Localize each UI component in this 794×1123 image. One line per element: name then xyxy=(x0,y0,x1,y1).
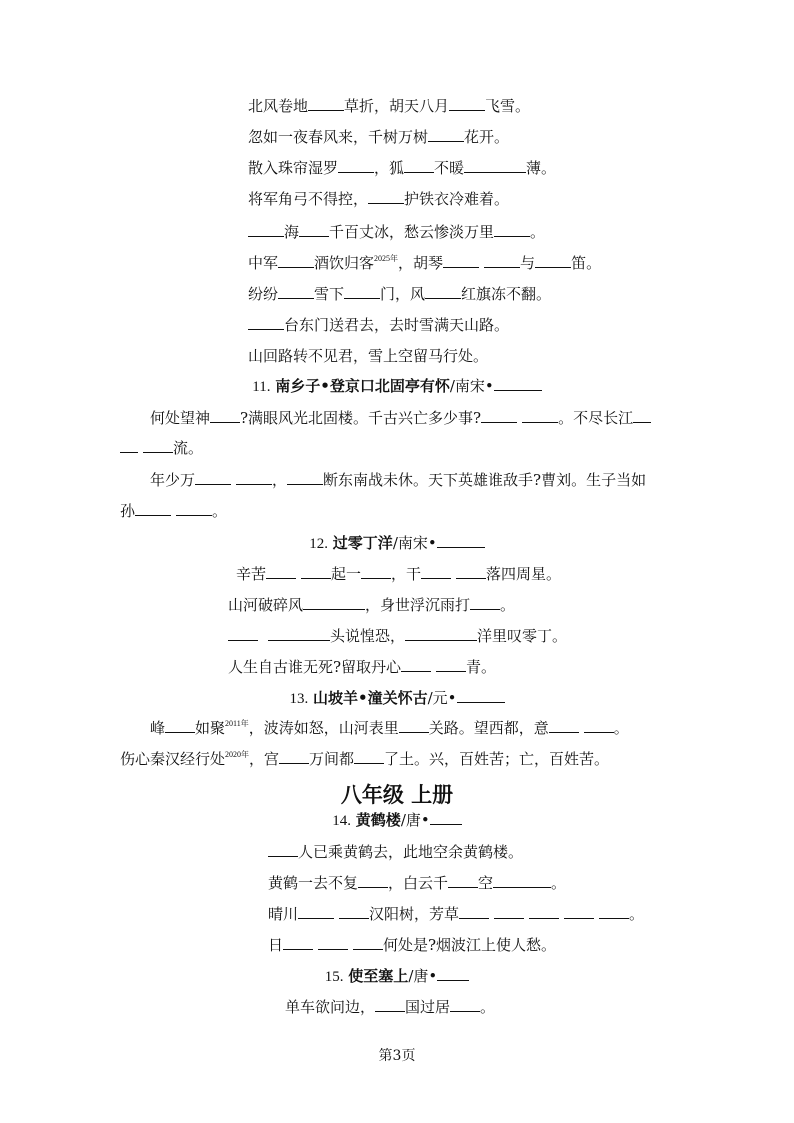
text-segment: 薄。 xyxy=(526,159,557,177)
poem12-line-3 xyxy=(228,626,567,646)
author-blank[interactable] xyxy=(494,376,542,391)
fill-blank[interactable] xyxy=(529,904,559,919)
fill-blank[interactable] xyxy=(535,253,571,268)
text-segment: 花开。 xyxy=(464,128,510,146)
text-segment: 。 xyxy=(212,502,228,520)
text-segment: ，波涛如怒，山河表里 xyxy=(248,719,399,737)
fill-blank[interactable] xyxy=(522,408,558,423)
text-segment: 空 xyxy=(478,874,494,892)
text-segment: 头说惶恐， xyxy=(330,627,406,645)
poem14-heading xyxy=(0,810,794,831)
text-segment: 北风卷地 xyxy=(248,97,309,115)
text-segment: 护铁衣冷难着。 xyxy=(404,190,510,208)
poem-dynasty: /南宋• xyxy=(392,534,437,552)
text-segment: 国过居 xyxy=(405,998,451,1016)
text-segment: 与 xyxy=(520,254,536,272)
poem11-line-2b xyxy=(120,501,227,521)
poem-number: 14. xyxy=(332,813,352,829)
poem12-heading xyxy=(0,533,794,554)
text-segment: 了土。兴，百姓苦；亡，百姓苦。 xyxy=(384,750,610,768)
fill-blank[interactable] xyxy=(428,127,464,142)
fill-blank[interactable] xyxy=(176,501,212,516)
poem13-heading xyxy=(0,688,794,709)
fill-blank[interactable] xyxy=(303,595,365,610)
fill-blank[interactable] xyxy=(449,96,485,111)
poem-number: 15. xyxy=(324,969,344,985)
fill-blank[interactable] xyxy=(450,997,480,1012)
poem14-line-2 xyxy=(268,873,566,893)
exam-year-note: 2025年 xyxy=(374,254,399,263)
text-segment: 笛。 xyxy=(571,254,602,272)
text-segment: 流。 xyxy=(173,439,204,457)
fill-blank[interactable] xyxy=(236,470,272,485)
text-segment: 晴川 xyxy=(268,905,299,923)
fill-blank[interactable] xyxy=(339,904,369,919)
text-segment: 。 xyxy=(480,998,496,1016)
text-segment: 雪下 xyxy=(314,285,345,303)
text-segment: 将军角弓不得控， xyxy=(248,190,369,208)
text-segment: 门，风 xyxy=(380,285,426,303)
poem-title: 过零丁洋 xyxy=(332,534,393,552)
fill-blank[interactable] xyxy=(268,842,298,857)
text-segment: 飞雪。 xyxy=(485,97,531,115)
poem10-line-2 xyxy=(248,127,509,147)
poem-title: 黄鹤楼 xyxy=(355,811,401,829)
poem-title: 使至塞上 xyxy=(348,967,409,985)
poem10-line-3 xyxy=(248,158,556,178)
fill-blank[interactable] xyxy=(298,904,334,919)
text-segment: 。 xyxy=(500,596,516,614)
text-segment: 中军 xyxy=(248,254,279,272)
text-segment: 何处望神 xyxy=(150,409,211,427)
text-segment: 海 xyxy=(284,223,300,241)
fill-blank[interactable] xyxy=(464,158,526,173)
fill-blank[interactable] xyxy=(268,626,330,641)
fill-blank[interactable] xyxy=(165,718,195,733)
text-segment: ， xyxy=(272,471,288,489)
grade-section-heading: 八年级 上册 xyxy=(340,783,454,807)
text-segment: 落四周星。 xyxy=(486,565,562,583)
exam-year-note: 2020年 xyxy=(225,750,250,759)
fill-blank[interactable] xyxy=(228,626,258,641)
text-segment: 关路。望西都，意 xyxy=(428,719,549,737)
fill-blank[interactable] xyxy=(308,96,344,111)
text-segment: 。不尽长江 xyxy=(558,409,634,427)
text-segment: ，宫 xyxy=(249,750,280,768)
exam-year-note: 2011年 xyxy=(225,719,249,728)
text-segment: 红旗冻不翻。 xyxy=(461,285,552,303)
text-segment: 千百丈冰，愁云惨淡万里 xyxy=(329,223,495,241)
poem10-line-8 xyxy=(248,315,509,335)
text-segment: 单车欲问边， xyxy=(285,998,376,1016)
fill-blank[interactable] xyxy=(494,904,524,919)
text-segment: 日 xyxy=(268,936,284,954)
fill-blank[interactable] xyxy=(318,935,348,950)
text-segment: 断东南战未休。天下英雄谁敌手?曹刘。生子当如 xyxy=(323,471,647,489)
fill-blank[interactable] xyxy=(299,222,329,237)
poem10-line-5 xyxy=(248,222,545,242)
fill-blank[interactable] xyxy=(441,626,477,641)
fill-blank[interactable] xyxy=(448,873,478,888)
text-segment: 万间都 xyxy=(309,750,355,768)
text-segment: 辛苦 xyxy=(236,565,267,583)
text-segment: 散入珠帘湿罗 xyxy=(248,159,339,177)
poem12-line-2 xyxy=(228,595,515,615)
fill-blank[interactable] xyxy=(210,408,240,423)
text-segment: 。 xyxy=(530,223,546,241)
fill-blank[interactable] xyxy=(278,253,314,268)
author-blank[interactable] xyxy=(457,688,505,703)
poem-number: 11. xyxy=(252,379,271,395)
fill-blank[interactable] xyxy=(278,284,314,299)
poem14-line-1 xyxy=(268,842,523,862)
fill-blank[interactable] xyxy=(361,564,391,579)
poem-dynasty: /唐• xyxy=(408,967,438,985)
fill-blank[interactable] xyxy=(248,315,284,330)
fill-blank[interactable] xyxy=(338,158,374,173)
author-blank[interactable] xyxy=(437,966,469,981)
text-segment: 黄鹤一去不复 xyxy=(268,874,359,892)
poem-number: 13. xyxy=(289,691,309,707)
text-segment: 。 xyxy=(629,905,645,923)
fill-blank[interactable] xyxy=(368,189,404,204)
fill-blank[interactable] xyxy=(279,749,309,764)
fill-blank[interactable] xyxy=(493,873,551,888)
poem10-line-4 xyxy=(248,189,509,209)
page-number: 第3页 xyxy=(378,1048,416,1064)
text-segment: 如聚 xyxy=(195,719,226,737)
poem-dynasty: /元• xyxy=(427,689,457,707)
text-segment: 人生自古谁无死?留取丹心 xyxy=(228,658,402,676)
text-segment: 酒饮归客 xyxy=(314,254,375,272)
poem12-line-4 xyxy=(228,657,496,677)
fill-blank[interactable] xyxy=(301,564,331,579)
text-segment: ，胡琴 xyxy=(398,254,444,272)
fill-blank[interactable] xyxy=(436,657,466,672)
fill-blank[interactable] xyxy=(404,158,434,173)
poem11-line-1 xyxy=(150,408,651,428)
fill-blank[interactable] xyxy=(599,904,629,919)
fill-blank[interactable] xyxy=(425,284,461,299)
text-segment: 山河破碎风 xyxy=(228,596,304,614)
poem11-heading xyxy=(0,376,794,397)
text-segment: ，狐 xyxy=(374,159,405,177)
text-segment: 不暖 xyxy=(434,159,465,177)
poem10-line-6 xyxy=(248,253,601,273)
fill-blank[interactable] xyxy=(405,626,441,641)
text-segment: 伤心秦汉经行处 xyxy=(120,750,226,768)
author-blank[interactable] xyxy=(430,810,462,825)
fill-blank[interactable] xyxy=(287,470,323,485)
fill-blank[interactable] xyxy=(421,564,451,579)
text-segment: 峰 xyxy=(150,719,166,737)
fill-blank[interactable] xyxy=(283,935,313,950)
text-segment: 孙 xyxy=(120,502,136,520)
poem11-line-1b xyxy=(120,438,203,458)
poem-dynasty: /唐• xyxy=(400,811,430,829)
fill-blank[interactable] xyxy=(484,253,520,268)
poem11-line-2 xyxy=(150,470,646,490)
fill-blank[interactable] xyxy=(375,997,405,1012)
fill-blank[interactable] xyxy=(353,935,383,950)
poem-dynasty: /南宋• xyxy=(449,377,494,395)
fill-blank[interactable] xyxy=(248,222,284,237)
fill-blank[interactable] xyxy=(135,501,171,516)
fill-blank[interactable] xyxy=(481,408,517,423)
text-segment: 汉阳树，芳草 xyxy=(369,905,460,923)
text-segment: 何处是?烟波江上使人愁。 xyxy=(383,936,557,954)
fill-blank[interactable] xyxy=(584,718,614,733)
text-segment: 忽如一夜春风来，千树万树 xyxy=(248,128,429,146)
poem10-line-1 xyxy=(248,96,530,116)
text-segment: 。 xyxy=(613,719,629,737)
text-segment: 台东门送君去，去时雪满天山路。 xyxy=(284,316,510,334)
poem-title: 山坡羊•潼关怀古 xyxy=(313,689,428,707)
fill-blank[interactable] xyxy=(399,718,429,733)
text-segment: 。 xyxy=(551,874,567,892)
text-segment: 山回路转不见君，雪上空留马行处。 xyxy=(248,347,489,365)
fill-blank[interactable] xyxy=(195,470,231,485)
poem-number: 12. xyxy=(309,536,329,552)
poem14-line-3 xyxy=(268,904,644,924)
fill-blank[interactable] xyxy=(459,904,489,919)
fill-blank[interactable] xyxy=(358,873,388,888)
poem15-heading xyxy=(0,966,794,987)
text-segment: 人已乘黄鹤去，此地空余黄鹤楼。 xyxy=(298,843,524,861)
text-segment: 洋里叹零丁。 xyxy=(477,627,568,645)
poem12-line-1 xyxy=(236,564,561,584)
fill-blank[interactable] xyxy=(633,408,651,423)
fill-blank[interactable] xyxy=(143,438,173,453)
poem15-line-1 xyxy=(285,997,495,1017)
fill-blank[interactable] xyxy=(266,564,296,579)
text-segment: ，身世浮沉雨打 xyxy=(365,596,471,614)
poem10-line-9 xyxy=(248,346,488,366)
text-segment: 青。 xyxy=(466,658,497,676)
poem14-line-4 xyxy=(268,935,556,955)
poem13-line-2 xyxy=(120,749,609,769)
text-segment: 起一 xyxy=(331,565,362,583)
fill-blank[interactable] xyxy=(470,595,500,610)
fill-blank[interactable] xyxy=(344,284,380,299)
poem10-line-7 xyxy=(248,284,551,304)
fill-blank[interactable] xyxy=(564,904,594,919)
poem-title: 南乡子•登京口北固亭有怀 xyxy=(275,377,450,395)
fill-blank[interactable] xyxy=(549,718,579,733)
text-segment: ，白云千 xyxy=(388,874,449,892)
text-segment: ，干 xyxy=(391,565,422,583)
author-blank[interactable] xyxy=(437,533,485,548)
text-segment: 草折，胡天八月 xyxy=(344,97,450,115)
text-segment: 年少万 xyxy=(150,471,196,489)
poem13-line-1 xyxy=(150,718,629,738)
fill-blank[interactable] xyxy=(120,438,138,453)
text-segment: ?满眼风光北固楼。千古兴亡多少事? xyxy=(240,409,482,427)
fill-blank[interactable] xyxy=(494,222,530,237)
fill-blank[interactable] xyxy=(354,749,384,764)
fill-blank[interactable] xyxy=(456,564,486,579)
fill-blank[interactable] xyxy=(443,253,479,268)
fill-blank[interactable] xyxy=(401,657,431,672)
text-segment: 纷纷 xyxy=(248,285,279,303)
